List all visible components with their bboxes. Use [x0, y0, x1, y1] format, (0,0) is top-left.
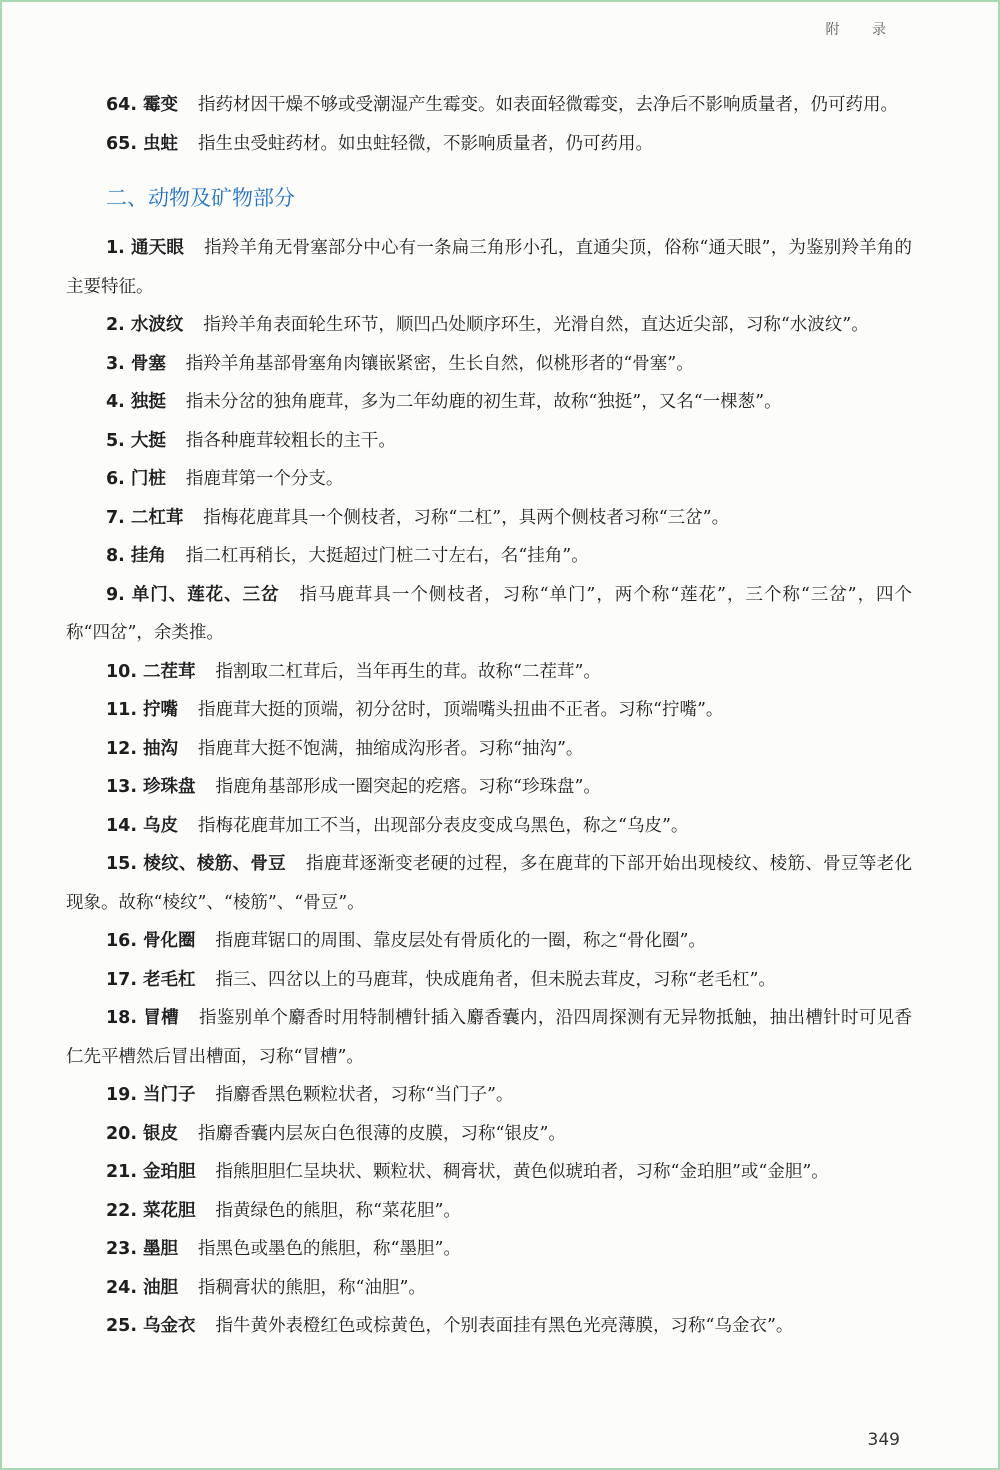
entry-definition: 指各种鹿茸较粗长的主干。 — [185, 430, 396, 451]
entry-number: 12. — [106, 738, 138, 759]
entry-definition: 指熊胆胆仁呈块状、颗粒状、稠膏状，黄色似琥珀者，习称“金珀胆”或“金胆”。 — [215, 1162, 829, 1182]
entry-number: 13. — [106, 777, 138, 797]
entry-term: 虫蛀 — [143, 133, 179, 154]
entry-number: 1. — [106, 238, 125, 258]
entry-number: 6. — [106, 469, 125, 489]
glossary-entry — [66, 537, 912, 576]
entry-term: 菜花胆 — [143, 1200, 196, 1221]
glossary-entry — [66, 922, 912, 961]
glossary-entry — [66, 125, 912, 164]
glossary-entry — [66, 768, 912, 807]
entry-term: 大挺 — [130, 430, 166, 451]
entry-number: 2. — [106, 315, 125, 335]
entry-definition: 指麝香黑色颗粒状者，习称“当门子”。 — [215, 1085, 514, 1105]
entry-number: 15. — [106, 854, 138, 874]
entry-definition: 指黑色或墨色的熊胆，称“墨胆”。 — [198, 1239, 461, 1259]
glossary-entry — [66, 691, 912, 730]
top-entry-list — [66, 86, 912, 163]
entry-number: 11. — [106, 700, 138, 720]
glossary-entry — [66, 961, 912, 1000]
entry-term: 挂角 — [130, 546, 166, 566]
entry-number: 23. — [106, 1239, 138, 1259]
entry-term: 乌金衣 — [143, 1316, 196, 1336]
entry-definition: 指鉴别单个麝香时用特制槽针插入麝香囊内，沿四周探测有无异物抵触，抽出槽针时可见香仁先平槽然后冒出槽面，习称“冒槽”。 — [66, 1008, 912, 1067]
entry-number: 25. — [106, 1316, 138, 1336]
glossary-entry — [66, 345, 912, 384]
glossary-entry — [66, 383, 912, 422]
entry-definition: 指二杠再稍长，大挺超过门桩二寸左右，名“挂角”。 — [185, 546, 589, 566]
entry-number: 64. — [106, 95, 138, 115]
entry-definition: 指鹿角基部形成一圈突起的疙瘩。习称“珍珠盘”。 — [215, 777, 601, 797]
entry-definition: 指三、四岔以上的马鹿茸，快成鹿角者，但未脱去茸皮，习称“老毛杠”。 — [215, 969, 776, 990]
page-content — [66, 86, 912, 1346]
page-number: 349 — [867, 1430, 900, 1450]
glossary-entry-list — [66, 229, 912, 1346]
entry-number: 5. — [106, 430, 125, 451]
entry-number: 8. — [106, 546, 125, 566]
entry-term: 冒槽 — [143, 1008, 180, 1028]
entry-number: 17. — [106, 969, 138, 990]
glossary-entry — [66, 1192, 912, 1231]
entry-term: 乌皮 — [143, 815, 179, 836]
glossary-entry — [66, 845, 912, 922]
glossary-entry — [66, 1307, 912, 1346]
entry-term: 二茬茸 — [143, 661, 196, 682]
entry-definition: 指羚羊角基部骨塞角肉镶嵌紧密，生长自然，似桃形者的“骨塞”。 — [185, 353, 694, 374]
glossary-entry — [66, 1115, 912, 1154]
entry-number: 20. — [106, 1123, 138, 1144]
entry-term: 抽沟 — [143, 738, 179, 759]
entry-definition: 指稠膏状的熊胆，称“油胆”。 — [198, 1277, 426, 1298]
entry-term: 单门、莲花、三岔 — [130, 584, 280, 605]
entry-definition: 指割取二杠茸后，当年再生的茸。故称“二茬茸”。 — [215, 661, 601, 682]
entry-number: 22. — [106, 1200, 138, 1221]
glossary-entry — [66, 422, 912, 461]
entry-number: 21. — [106, 1162, 138, 1182]
glossary-entry — [66, 1076, 912, 1115]
entry-number: 4. — [106, 392, 125, 412]
entry-definition: 指黄绿色的熊胆，称“菜花胆”。 — [215, 1200, 461, 1221]
entry-term: 金珀胆 — [143, 1162, 196, 1182]
glossary-entry — [66, 807, 912, 846]
entry-number: 65. — [106, 133, 138, 154]
entry-number: 10. — [106, 661, 138, 682]
entry-term: 霉变 — [143, 95, 179, 115]
entry-term: 通天眼 — [130, 238, 185, 258]
running-header: 附 录 — [825, 22, 900, 38]
entry-definition: 指生虫受蛀药材。如虫蛀轻微，不影响质量者，仍可药用。 — [198, 133, 654, 154]
entry-definition: 指羚羊角表面轮生环节，顺凹凸处顺序环生，光滑自然，直达近尖部，习称“水波纹”。 — [203, 315, 869, 335]
glossary-entry — [66, 1153, 912, 1192]
glossary-entry — [66, 576, 912, 653]
glossary-entry — [66, 460, 912, 499]
glossary-entry — [66, 1269, 912, 1308]
entry-term: 水波纹 — [130, 315, 184, 335]
entry-definition: 指马鹿茸具一个侧枝者，习称“单门”，两个称“莲花”，三个称“三岔”，四个称“四岔”，余类推。 — [66, 584, 913, 643]
entry-term: 墨胆 — [143, 1239, 179, 1259]
entry-number: 24. — [106, 1277, 138, 1298]
entry-term: 油胆 — [143, 1277, 179, 1298]
glossary-entry — [66, 1230, 912, 1269]
entry-term: 门桩 — [130, 469, 166, 489]
entry-definition: 指鹿茸锯口的周围、靠皮层处有骨质化的一圈，称之“骨化圈”。 — [215, 931, 706, 951]
glossary-entry — [66, 86, 912, 125]
entry-definition: 指梅花鹿茸加工不当，出现部分表皮变成乌黑色，称之“乌皮”。 — [198, 815, 689, 836]
entry-term: 当门子 — [143, 1085, 196, 1105]
entry-definition: 指鹿茸大挺的顶端，初分岔时，顶端嘴头扭曲不正者。习称“拧嘴”。 — [198, 700, 724, 720]
entry-definition: 指药材因干燥不够或受潮湿产生霉变。如表面轻微霉变，去净后不影响质量者，仍可药用。 — [198, 95, 899, 115]
section-heading: 二、动物及矿物部分 — [106, 186, 295, 210]
entry-number: 16. — [106, 931, 138, 951]
glossary-entry — [66, 306, 912, 345]
entry-number: 19. — [106, 1085, 138, 1105]
entry-term: 二杠茸 — [130, 507, 184, 528]
entry-definition: 指未分岔的独角鹿茸，多为二年幼鹿的初生茸，故称“独挺”，又名“一棵葱”。 — [185, 392, 782, 412]
entry-number: 7. — [106, 507, 125, 528]
entry-definition: 指羚羊角无骨塞部分中心有一条扁三角形小孔，直通尖顶，俗称“通天眼”，为鉴别羚羊角的主要特征。 — [66, 238, 913, 297]
entry-definition: 指梅花鹿茸具一个侧枝者，习称“二杠”，具两个侧枝者习称“三岔”。 — [203, 507, 730, 528]
entry-definition: 指牛黄外表橙红色或棕黄色，个别表面挂有黑色光亮薄膜，习称“乌金衣”。 — [215, 1316, 794, 1336]
glossary-entry — [66, 999, 912, 1076]
entry-term: 珍珠盘 — [143, 777, 196, 797]
entry-number: 18. — [106, 1008, 138, 1028]
entry-term: 骨化圈 — [143, 931, 196, 951]
entry-term: 老毛杠 — [143, 969, 196, 990]
entry-definition: 指鹿茸逐渐变老硬的过程，多在鹿茸的下部开始出现棱纹、棱筋、骨豆等老化现象。故称“棱纹”、“棱筋”、“骨豆”。 — [66, 854, 913, 913]
entry-number: 3. — [106, 353, 125, 374]
entry-definition: 指鹿茸大挺不饱满，抽缩成沟形者。习称“抽沟”。 — [198, 738, 584, 759]
entry-number: 9. — [106, 584, 125, 605]
entry-number: 14. — [106, 815, 138, 836]
entry-term: 拧嘴 — [143, 700, 179, 720]
glossary-entry — [66, 229, 912, 306]
glossary-entry — [66, 499, 912, 538]
entry-term: 骨塞 — [130, 353, 166, 374]
entry-term: 棱纹、棱筋、骨豆 — [143, 854, 287, 874]
glossary-entry — [66, 730, 912, 769]
entry-term: 独挺 — [130, 392, 166, 412]
entry-definition: 指鹿茸第一个分支。 — [185, 469, 344, 489]
entry-term: 银皮 — [143, 1123, 179, 1144]
glossary-entry — [66, 653, 912, 692]
entry-definition: 指麝香囊内层灰白色很薄的皮膜，习称“银皮”。 — [198, 1123, 566, 1144]
